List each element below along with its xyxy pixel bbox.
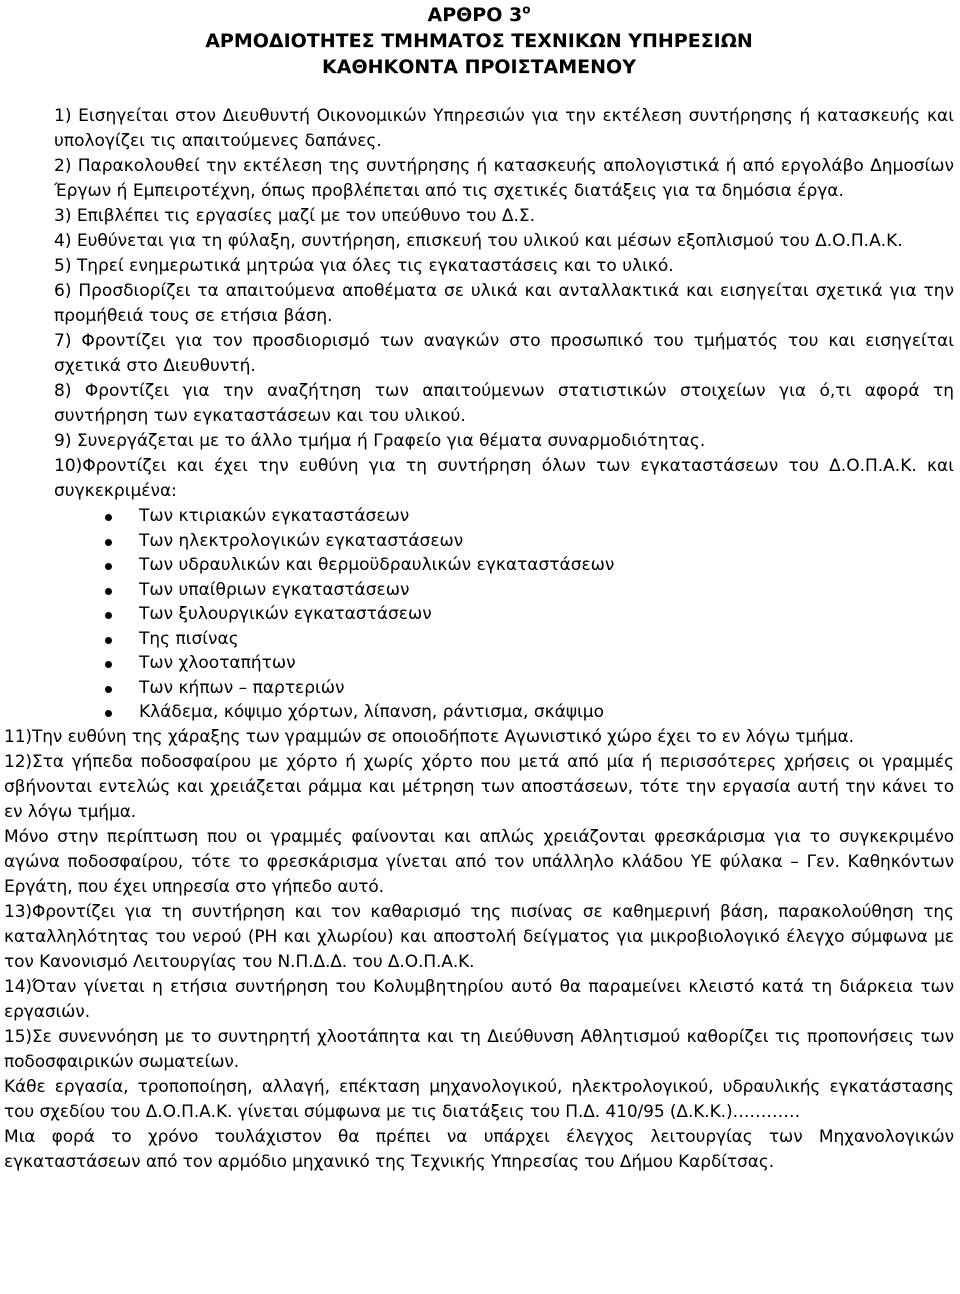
duty-item-12: 12)Στα γήπεδα ποδοσφαίρου με χόρτο ή χωρίς χόρτο που μετά από μία ή περισσότερες χρήσεις οι γραμμές σβήνονται εντελώς και χρειάζεται ράμμα και μέτρηση των αποστάσεων, τότε την εργασία αυτή την κάνει το εν λόγω τμήμα.	[4, 751, 954, 822]
duty-item-7: 7) Φροντίζει για τον προσδιορισμό των αναγκών στο προσωπικό του τμήματός του και εισηγείται σχετικά στο Διευθυντή.	[54, 331, 954, 376]
maintenance-list	[4, 504, 954, 725]
list-item: Της πισίνας	[139, 627, 954, 652]
section-subtitle: ΚΑΘΗΚΟΝΤΑ ΠΡΟΙΣΤΑΜΕΝΟΥ	[322, 56, 636, 78]
list-item: Κλάδεμα, κόψιμο χόρτων, λίπανση, ράντισμα, σκάψιμο	[139, 700, 954, 725]
duty-item-11: 11)Την ευθύνη της χάραξης των γραμμών σε οποιοδήποτε Αγωνιστικό χώρο έχει το εν λόγω τμήμα.	[4, 726, 854, 747]
duty-paragraph-inspection: Μια φορά το χρόνο τουλάχιστον θα πρέπει να υπάρχει έλεγχος λειτουργίας των Μηχανολογικών εγκαταστάσεων από τον αρμόδιο μηχανικό της Τεχνικής Υπηρεσίας του Δήμου Καρδίτσας.	[4, 1126, 954, 1172]
list-item: Των ξυλουργικών εγκαταστάσεων	[139, 602, 954, 627]
duty-item-2: 2) Παρακολουθεί την εκτέλεση της συντήρησης ή κατασκευής απολογιστικά ή από εργολάβο Δημοσίων Έργων ή Εμπειροτέχνη, όπως προβλέπεται από τις σχετικές διατάξεις για τα δημόσια έργα.	[54, 156, 954, 201]
duty-item-4: 4) Ευθύνεται για τη φύλαξη, συντήρηση, επισκευή του υλικού και μέσων εξοπλισμού του Δ.Ο.Π.Α.Κ.	[54, 231, 903, 251]
duty-paragraph-lines: Μόνο στην περίπτωση που οι γραμμές φαίνονται και απλώς χρειάζονται φρεσκάρισμα για το συγκεκριμένο αγώνα ποδοσφαίρου, τότε το φρεσκάρισμα γίνεται από τον υπάλληλο κλάδου ΥΕ φύλακα – Γεν. Καθηκόντων Εργάτη, που έχει υπηρεσία στο γήπεδο αυτό.	[4, 826, 954, 897]
duty-item-3: 3) Επιβλέπει τις εργασίες μαζί με τον υπεύθυνο του Δ.Σ.	[54, 206, 536, 226]
article-title	[4, 0, 954, 28]
duty-item-15: 15)Σε συνεννόηση με το συντηρητή χλοοτάπητα και τη Διεύθυνση Αθλητισμού καθορίζει τις προπονήσεις των ποδοσφαιρικών σωματείων.	[4, 1026, 954, 1072]
duty-item-1: 1) Εισηγείται στον Διευθυντή Οικονομικών Υπηρεσιών για την εκτέλεση συντήρησης ή κατασκευής και υπολογίζει τις απαιτούμενες δαπάνες.	[54, 106, 954, 151]
section-title: ΑΡΜΟΔΙΟΤΗΤΕΣ ΤΜΗΜΑΤΟΣ ΤΕΧΝΙΚΩΝ ΥΠΗΡΕΣΙΩΝ	[205, 30, 753, 52]
list-item: Των κτιριακών εγκαταστάσεων	[139, 504, 954, 529]
duty-item-6: 6) Προσδιορίζει τα απαιτούμενα αποθέματα σε υλικά και ανταλλακτικά και εισηγείται σχετικά για την προμήθειά τους σε ετήσια βάση.	[54, 281, 954, 326]
list-item: Των υπαίθριων εγκαταστάσεων	[139, 578, 954, 603]
duty-item-8: 8) Φροντίζει για την αναζήτηση των απαιτούμενων στατιστικών στοιχείων για ό,τι αφορά τη συντήρηση των εγκαταστάσεων και του υλικού.	[54, 381, 954, 426]
list-item: Των χλοοταπήτων	[139, 651, 954, 676]
duty-paragraph-modifications: Κάθε εργασία, τροποποίηση, αλλαγή, επέκταση μηχανολογικού, ηλεκτρολογικού, υδραυλικής εγκατάστασης του σχεδίου του Δ.Ο.Π.Α.Κ. γίνεται σύμφωνα με τις διατάξεις του Π.Δ. 410/95 (Δ.Κ.Κ.)…………	[4, 1076, 954, 1122]
duty-item-13: 13)Φροντίζει για τη συντήρηση και τον καθαρισμό της πισίνας σε καθημερινή βάση, παρακολούθηση της καταλληλότητας του νερού (PH και χλωρίου) και αποστολή δείγματος για μικροβιολογικό έλεγχο σύμφωνα με τον Κανονισμό Λειτουργίας του Ν.Π.Δ.Δ. του Δ.Ο.Π.Α.Κ.	[4, 901, 954, 972]
duty-item-5: 5) Τηρεί ενημερωτικά μητρώα για όλες τις εγκαταστάσεις και το υλικό.	[54, 256, 674, 276]
list-item: Των υδραυλικών και θερμοϋδραυλικών εγκαταστάσεων	[139, 553, 954, 578]
list-item: Των κήπων – παρτεριών	[139, 676, 954, 701]
article-superscript: ο	[522, 2, 531, 17]
duty-item-10: 10)Φροντίζει και έχει την ευθύνη για τη συντήρηση όλων των εγκαταστάσεων του Δ.Ο.Π.Α.Κ. και συγκεκριμένα:	[54, 456, 954, 501]
list-item: Των ηλεκτρολογικών εγκαταστάσεων	[139, 529, 954, 554]
duty-item-9: 9) Συνεργάζεται με το άλλο τμήμα ή Γραφείο για θέματα συναρμοδιότητας.	[54, 431, 706, 451]
article-number: ΑΡΘΡΟ 3	[427, 4, 523, 26]
duty-item-14: 14)Όταν γίνεται η ετήσια συντήρηση του Κολυμβητηρίου αυτό θα παραμείνει κλειστό κατά τη διάρκεια των εργασιών.	[4, 976, 954, 1022]
document-header	[4, 0, 954, 80]
